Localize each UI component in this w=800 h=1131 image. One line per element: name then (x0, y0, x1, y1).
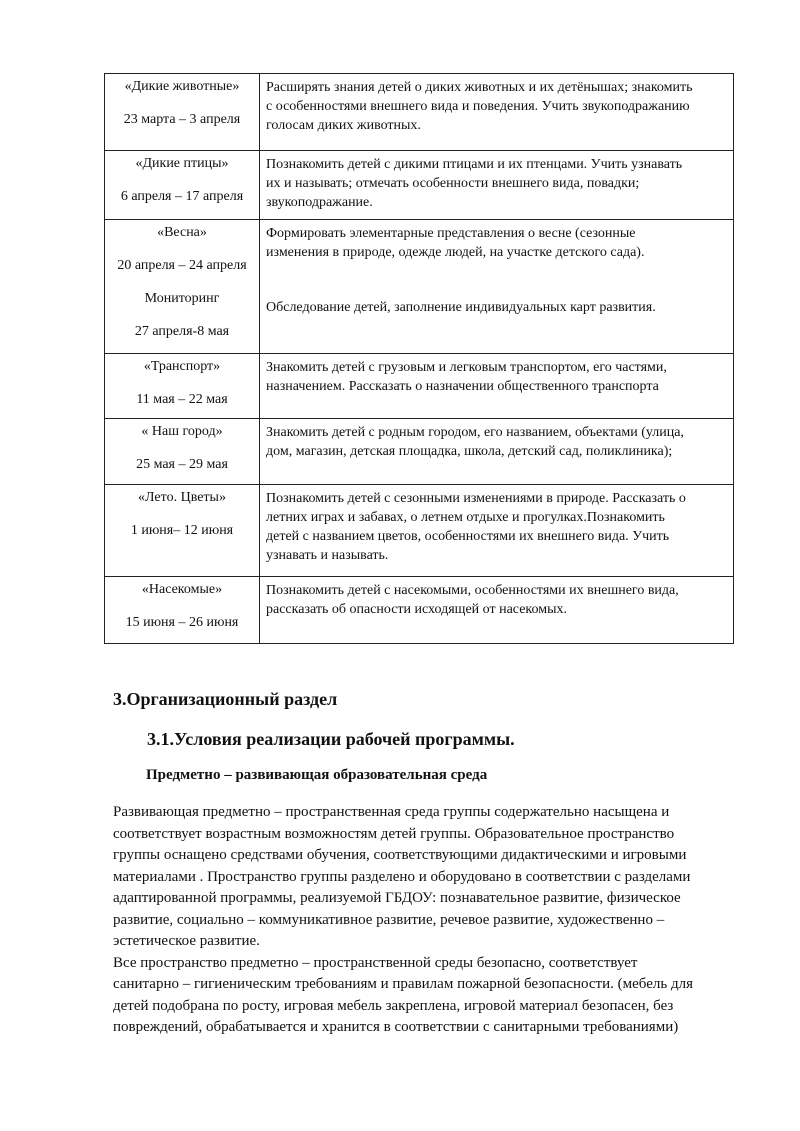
goal-cell (260, 354, 734, 419)
theme-dates: 27 апреля-8 мая (134, 324, 230, 339)
goal-cell (260, 74, 734, 151)
goal-line: Обследование детей, заполнение индивидуальных карт развития. (266, 300, 656, 315)
goal-line: Знакомить детей с родным городом, его названием, объектами (улица, (266, 425, 684, 440)
goal-line: узнавать и называть. (266, 548, 389, 563)
theme-cell (105, 485, 260, 577)
theme-cell (105, 419, 260, 485)
table-row (105, 485, 734, 577)
theme-title: «Дикие птицы» (135, 156, 229, 171)
theme-dates: 15 июня – 26 июня (125, 615, 239, 630)
paragraph-line: эстетическое развитие. (113, 933, 260, 949)
paragraph-line: санитарно – гигиеническим требованиям и правилам пожарной безопасности. (мебель для (113, 976, 693, 992)
goal-line: Знакомить детей с грузовым и легковым транспортом, его частями, (266, 360, 667, 375)
paragraph-line: адаптированной программы, реализуемой ГБДОУ: познавательное развитие, физическое (113, 890, 681, 906)
paragraph-line: развитие, социально – коммуникативное развитие, речевое развитие, художественно – (113, 911, 665, 928)
goal-line: Формировать элементарные представления о весне (сезонные (266, 226, 636, 241)
goal-line: назначением. Рассказать о назначении общественного транспорта (266, 379, 659, 394)
goal-cell (260, 577, 734, 644)
theme-dates: 25 мая – 29 мая (136, 457, 228, 472)
table-row (105, 419, 734, 485)
theme-cell (105, 74, 260, 151)
theme-dates: 1 июня– 12 июня (130, 523, 234, 538)
goal-cell (260, 151, 734, 220)
goal-line: рассказать об опасности исходящей от насекомых. (266, 602, 567, 617)
thematic-plan-table (104, 73, 734, 644)
theme-cell (105, 354, 260, 419)
goal-line: Познакомить детей с дикими птицами и их птенцами. Учить узнавать (266, 157, 683, 172)
goal-line: голосам диких животных. (266, 118, 421, 133)
theme-title: «Насекомые» (141, 582, 223, 597)
paragraph-line: материалами . Пространство группы разделено и оборудовано в соответствии с разделами (113, 868, 691, 885)
table-row (105, 151, 734, 220)
goal-line: дом, магазин, детская площадка, школа, детский сад, поликлиника); (266, 444, 673, 459)
goal-line: изменения в природе, одежде людей, на участке детского сада). (266, 245, 645, 260)
section-title: 3.Организационный раздел (113, 689, 338, 709)
goal-cell (260, 419, 734, 485)
theme-dates: 6 апреля – 17 апреля (120, 189, 244, 204)
paragraph-line: соответствует возрастным возможностям детей группы. Образовательное пространство (113, 825, 675, 842)
theme-cell (105, 151, 260, 220)
subsection-title: 3.1.Условия реализации рабочей программы. (147, 729, 515, 749)
table-row (105, 220, 734, 354)
goal-line: их и называть; отмечать особенности внешнего вида, повадки; (266, 176, 640, 191)
table-row (105, 577, 734, 644)
environment-heading: Предметно – развивающая образовательная среда (146, 767, 488, 783)
goal-cell (260, 485, 734, 577)
table-row (105, 354, 734, 419)
paragraph-line: Все пространство предметно – пространственной среды безопасно, соответствует (113, 954, 638, 971)
theme-title: «Лето. Цветы» (138, 490, 226, 505)
goal-line: летних играх и забавах, о летнем отдыхе и прогулках.Познакомить (266, 510, 665, 525)
goal-line: с особенностями внешнего вида и поведения. Учить звукоподражанию (266, 99, 690, 114)
theme-dates: 23 марта – 3 апреля (123, 112, 241, 127)
goal-line: Познакомить детей с сезонными изменениями в природе. Рассказать о (266, 491, 686, 506)
theme-cell (105, 220, 260, 354)
paragraph-line: детей подобрана по росту, игровая мебель закреплена, игровой материал безопасен, без (113, 997, 674, 1014)
goal-cell (260, 220, 734, 354)
theme-cell (105, 577, 260, 644)
goal-line: Расширять знания детей о диких животных и их детёнышах; знакомить (266, 80, 693, 95)
theme-title: «Дикие животные» (124, 79, 240, 94)
goal-line: детей с названием цветов, особенностями их внешнего вида. Учить (266, 529, 670, 544)
theme-title: Мониторинг (144, 291, 220, 306)
theme-title: «Весна» (157, 225, 207, 240)
goal-line: звукоподражание. (266, 195, 373, 210)
theme-dates: 11 мая – 22 мая (136, 392, 228, 407)
paragraph-line: Развивающая предметно – пространственная среда группы содержательно насыщена и (113, 804, 670, 820)
theme-title: « Наш город» (141, 424, 223, 439)
table-row (105, 74, 734, 151)
theme-title: «Транспорт» (143, 359, 221, 374)
theme-dates: 20 апреля – 24 апреля (117, 258, 247, 273)
environment-description (113, 802, 753, 1039)
goal-line: Познакомить детей с насекомыми, особенностями их внешнего вида, (266, 583, 679, 598)
paragraph-line: повреждений, обрабатывается и хранится в соответствии с санитарными требованиями) (113, 1019, 679, 1035)
paragraph-line: группы оснащено средствами обучения, соответствующими дидактическими и игровыми (113, 847, 687, 863)
